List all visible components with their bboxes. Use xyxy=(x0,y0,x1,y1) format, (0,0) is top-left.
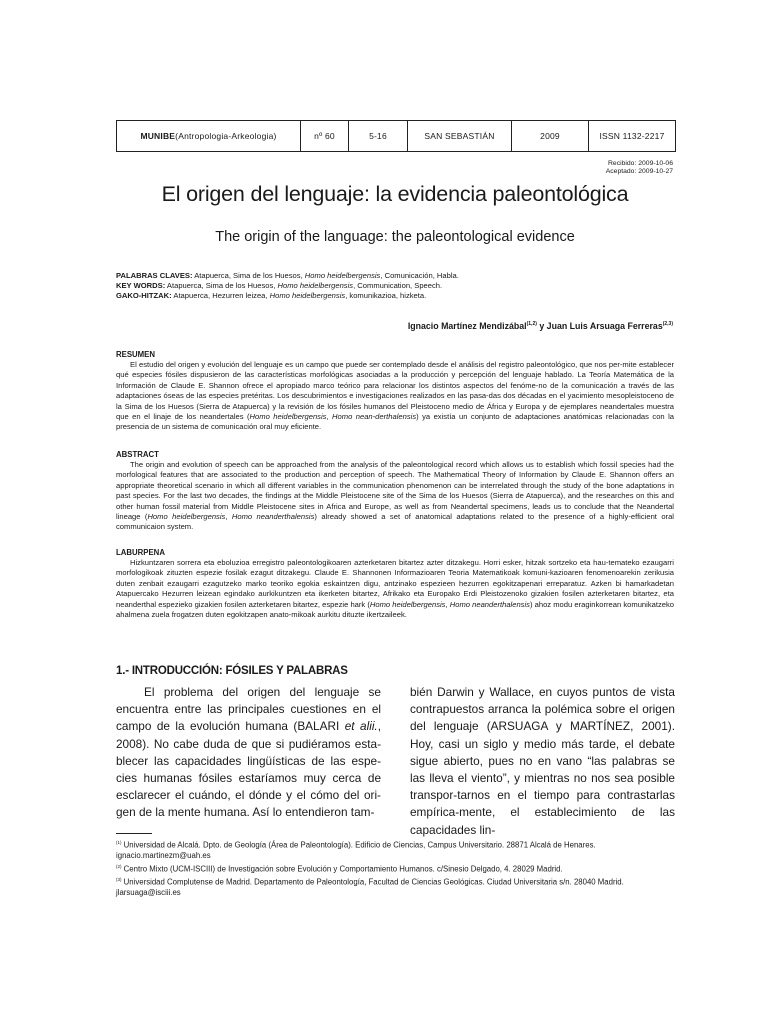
footnote-1 xyxy=(116,838,676,862)
laburpena-species-1: Homo heidelbergensis xyxy=(369,599,446,609)
footnote-3-text: Universidad Complutense de Madrid. Departamento de Paleontología, Facultad de Ciencias Geológicas. Ciudad Universitaria s/n. 28040 Madrid. jlarsuaga@isciii.es xyxy=(116,877,624,898)
keywords-en-species: Homo heidelbergensis xyxy=(277,281,354,291)
abstract-text-a: The origin and evolution of speech can be approached from the analysis of the paleontological record which allows us to establish which fossil species had the morfological features that are associated to the production and perception of speech. The Mathematical Theory of Information by Claude E. Shannon offers an appropriate theoretical scenario in which all different variables in the communication phenomenon can be interrelated through the study of the bone adaptations in past species. For the last two decades, the findings at the Middle Pleistocene site of the Sima de los Huesos (Sierra de Atapuerca), and the researches on this and other human fossil material from Middle Pleistocene sites in Africa and Europe, as well as from Neandertal specimens, leads us to conclude that the Neandertal lineage ( xyxy=(116,460,674,522)
resumen-text xyxy=(116,360,674,433)
keywords-en-text-end: , Communication, Speech. xyxy=(353,281,443,291)
laburpena-text-b: ) ahoz modu eraginkorrean komunikatzeko ahalmena zuela frogatzen duten egokitzapen anato-mikoak aurkitu dituzte ikertzaileek. xyxy=(116,599,674,620)
footnote-2-text: Centro Mixto (UCM-ISCIII) de Investigación sobre Evolución y Comportamiento Humanos. c/Sinesio Delgado, 4. 28029 Madrid. xyxy=(121,864,563,874)
laburpena-sep: , xyxy=(445,599,450,609)
keywords-eu xyxy=(116,291,676,301)
resumen-species-1: Homo heidelbergensis xyxy=(249,412,327,422)
abstract-sep: , xyxy=(225,512,232,522)
footnote-3-mark: (3) xyxy=(116,876,122,882)
author-1-affil: (1,2) xyxy=(526,321,537,328)
resumen-section xyxy=(116,350,674,433)
author-joiner: y xyxy=(536,321,547,331)
journal-subtitle: (Antropologia-Arkeologia) xyxy=(175,131,277,141)
keywords-en-label: KEY WORDS: xyxy=(116,281,166,291)
author-2-affil: (2,3) xyxy=(662,321,673,328)
journal-name: MUNIBE xyxy=(140,131,176,141)
keywords-es-species: Homo heidelbergensis xyxy=(304,271,381,280)
keywords-eu-text-end: , komunikazioa, hizketa. xyxy=(345,291,427,301)
abstract-species-2: Homo neanderthalensis xyxy=(231,512,315,522)
issn: ISSN 1132-2217 xyxy=(599,131,665,141)
keywords-eu-text: Atapuerca, Hezurren leizea, xyxy=(171,291,270,301)
body-column-right xyxy=(410,684,675,839)
body-left-text-a: El problema del origen del lenguaje se encuentra entre las principales cuestiones en el campo de la evolución humana (BALARI xyxy=(116,685,381,734)
footnote-1-mark: (1) xyxy=(116,840,122,845)
keywords-block xyxy=(116,271,676,302)
received-date: Recibido: 2009-10-06 xyxy=(608,160,673,167)
footnote-2 xyxy=(116,862,676,875)
accepted-date: Aceptado: 2009-10-27 xyxy=(605,168,673,175)
footnotes xyxy=(116,838,676,899)
authors-line xyxy=(408,321,673,331)
laburpena-species-2: Homo neanderthalensis xyxy=(449,599,530,609)
laburpena-text-a: Hizkuntzaren sorrera eta eboluzioa erregistro paleontologikoaren azterketaren bitartez azter ditzakegu. Horri esker, hitzak sortzeko eta hau-temateko ezaugarri morfologikoak zituzten espezie fosilak ezagut ditzakegu. Claude E. Shannonen Informazioaren Teoria Matematikoak komuni-kazioaren fenomenoarekin zerikusia duten zenbait ezaugarri ezagutzeko marko teoriko egokia eskaintzen digu, antzinako espezieen hezurren egokitzapenari erreparatuz. Azken bi hamarkadetan Atapuercako Hezurren leizean egindako aurkikuntzen eta ikerketen bitartez, Afrikako eta Europako Erdi Pleistozenoko gizakien fosilen azterketaren bitartez, eta neanderthal espezieko gizakien fosilen azterketaren bitartez, espezie hark ( xyxy=(116,558,674,609)
keywords-es xyxy=(116,271,676,281)
abstract-section xyxy=(116,450,674,533)
body-paragraph-right: bién Darwin y Wallace, en cuyos puntos de vista contrapuestos arranca la polémica sobre el origen del lenguaje (ARSUAGA y MARTÍNEZ, 2001). Hoy, casi un siglo y medio más tarde, el debate sigue abierto, pues no en vano “las palabras se las lleva el viento”, y mientras no nos sea posible transpor-tarnos en el tiempo para contrastarlas empírica-mente, el establecimiento de las capacidades lin- xyxy=(410,685,675,837)
footnote-2-mark: (2) xyxy=(116,863,122,869)
laburpena-text xyxy=(116,558,674,620)
journal-cell xyxy=(117,121,301,151)
resumen-heading: RESUMEN xyxy=(116,350,155,359)
abstract-heading: ABSTRACT xyxy=(116,450,159,459)
body-column-left xyxy=(116,684,381,822)
resumen-species-2: Homo nean-derthalensis xyxy=(332,412,417,422)
paper-subtitle: The origin of the language: the paleontological evidence xyxy=(215,229,575,245)
laburpena-section xyxy=(116,548,674,620)
body-left-text-b: , 2008). No cabe duda de que si pudiéramos esta-blecer las capacidades lingüísticas de las espe-cies humanas fósiles estaríamos muy cerca de esclarecer el cuándo, el dónde y el cómo del ori-gen de la mente humana. Así lo entendieron tam- xyxy=(116,719,381,820)
laburpena-heading: LABURPENA xyxy=(116,548,165,557)
journal-header-table xyxy=(116,120,676,152)
author-2: Juan Luis Arsuaga Ferreras xyxy=(546,321,663,331)
resumen-sep: , xyxy=(326,412,333,422)
section-heading: 1.- INTRODUCCIÓN: FÓSILES Y PALABRAS xyxy=(116,665,348,677)
abstract-text-b: ) already showed a set of anatomical adaptations related to the presence of a highly-efficient oral communicaion system. xyxy=(116,512,674,532)
year: 2009 xyxy=(512,121,589,151)
issue-number: nº 60 xyxy=(301,121,349,151)
paper-title: El origen del lenguaje: la evidencia paleontológica xyxy=(161,182,629,206)
abstract-species-1: Homo heidelbergensis xyxy=(147,512,226,522)
footnote-rule xyxy=(116,833,152,834)
keywords-en xyxy=(116,281,676,291)
footnote-1-text: Universidad de Alcalá. Dpto. de Geología (Área de Paleontología). Edificio de Ciencias, Campus Universitario. 28871 Alcalá de Henares. ignacio.martinezm@uah.es xyxy=(116,840,596,861)
resumen-text-b: ) ya existía un conjunto de adaptaciones anatómicas relacionadas con la presencia de un sistema de comunicación oral muy eficiente. xyxy=(116,412,675,432)
received-dates xyxy=(606,160,673,176)
keywords-eu-label: GAKO-HITZAK: xyxy=(116,291,172,301)
body-left-italic: et alii. xyxy=(344,719,378,734)
keywords-es-text: Atapuerca, Sima de los Huesos, xyxy=(192,271,305,280)
city: SAN SEBASTIÁN xyxy=(408,121,512,151)
keywords-en-text: Atapuerca, Sima de los Huesos, xyxy=(165,281,278,291)
resumen-text-a: El estudio del origen y evolución del lenguaje es un campo que puede ser contemplado desde el análisis del registro paleontológico, que nos per-mite establecer qué especies fósiles dispusieron de las características morfológicas asociadas a la producción y percepción del lenguaje hablado. La Teoría Matemática de la Información de Claude E. Shannon ofrece el apropiado marco teórico para relacionar los distintos aspectos del fenóme-no de la comunicación a través de las adaptaciones óseas de las especies pretéritas. Los descubrimientos e investigaciones realizados en las pasa-das dos décadas en el yacimiento mesopleistoceno de la Sima de los Huesos (Sierra de Atapuerca) y la revisión de los fósiles humanos del Pleistoceno medio de África y Europa y de ejemplares neandertales muestra que en el linaje de los neandertales ( xyxy=(116,360,674,422)
body-paragraph-left xyxy=(116,684,381,822)
keywords-es-label: PALABRAS CLAVES: xyxy=(116,271,193,280)
keywords-eu-species: Homo heidelbergensis xyxy=(269,291,346,301)
footnote-3 xyxy=(116,875,676,899)
author-1: Ignacio Martínez Mendizábal xyxy=(407,321,527,331)
abstract-text xyxy=(116,460,674,533)
keywords-es-text-end: , Comunicación, Habla. xyxy=(380,271,459,280)
page-range: 5-16 xyxy=(349,121,408,151)
